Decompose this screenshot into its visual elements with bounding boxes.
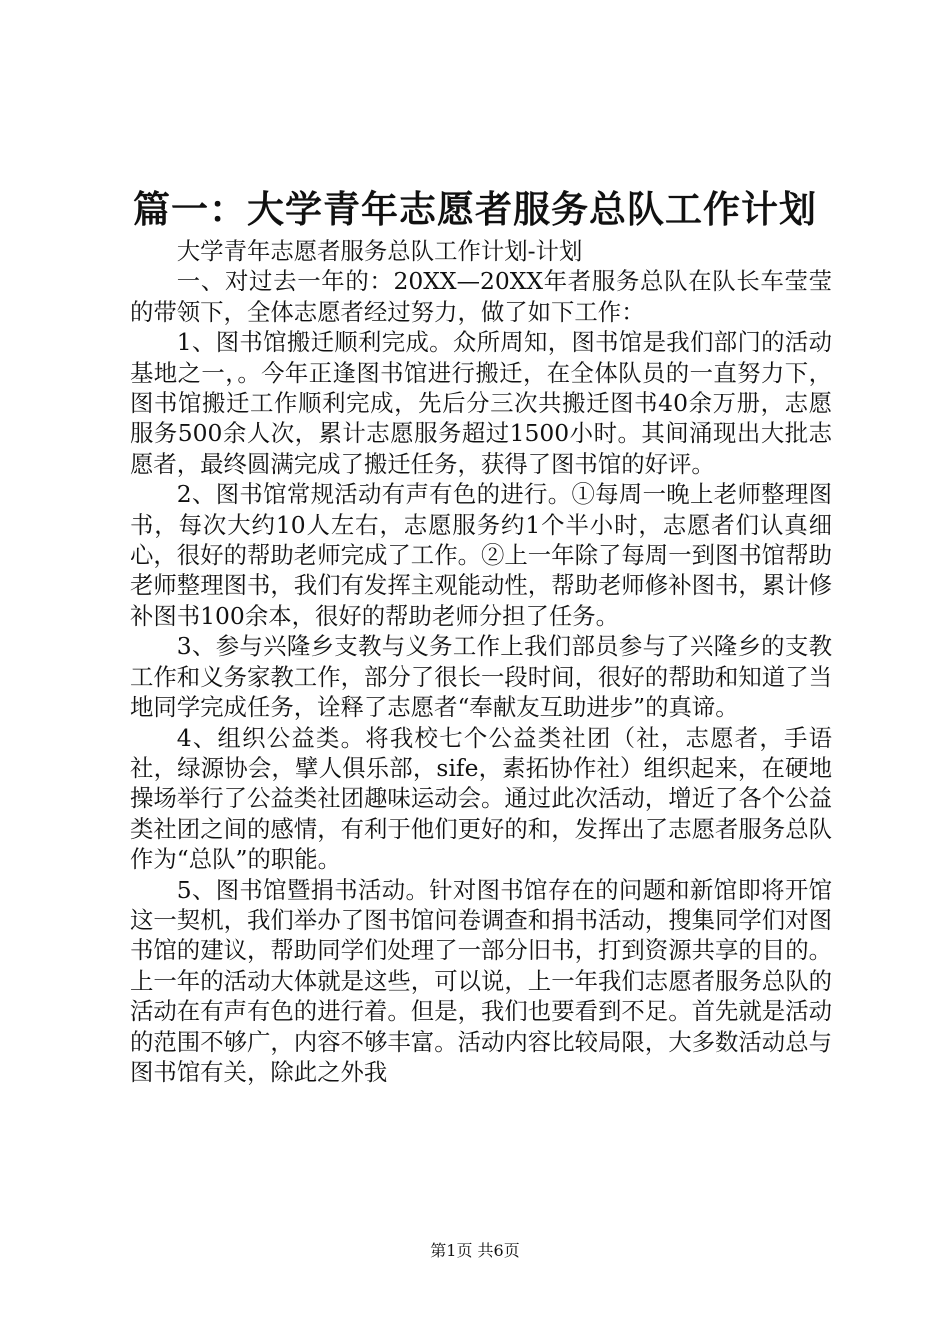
document-subtitle: 大学青年志愿者服务总队工作计划-计划 [176, 237, 583, 265]
paragraph: 3、参与兴隆乡支教与义务工作上我们部员参与了兴隆乡的支教工作和义务家教工作，部分了很长一段时间，很好的帮助和知道了当地同学完成任务，诠释了志愿者“奉献友互助进步”的真谛。 [130, 632, 832, 722]
document-title: 篇一：大学青年志愿者服务总队工作计划 [133, 188, 817, 231]
page-number-footer: 第1页 共6页 [430, 1241, 520, 1260]
paragraph: 1、图书馆搬迁顺利完成。众所周知，图书馆是我们部门的活动基地之一，。今年正逢图书馆进行搬迁，在全体队员的一直努力下，图书馆搬迁工作顺利完成，先后分三次共搬迁图书40余万册，志愿服务500余人次，累计志愿服务超过1500小时。其间涌现出大批志愿者，最终圆满完成了搬迁任务，获得了图书馆的好评。 [130, 328, 832, 478]
paragraph: 2、图书馆常规活动有声有色的进行。①每周一晚上老师整理图书，每次大约10人左右，志愿服务约1个半小时，志愿者们认真细心，很好的帮助老师完成了工作。②上一年除了每周一到图书馆帮助老师整理图书，我们有发挥主观能动性，帮助老师修补图书，累计修补图书100余本，很好的帮助老师分担了任务。 [130, 480, 832, 630]
paragraph: 4、组织公益类。将我校七个公益类社团（社，志愿者，手语社，绿源协会，擘人俱乐部，sife，素拓协作社）组织起来，在硬地操场举行了公益类社团趣味运动会。通过此次活动，增近了各个公益类社团之间的感情，有利于他们更好的和，发挥出了志愿者服务总队作为“总队”的职能。 [130, 723, 832, 874]
document-body [130, 236, 832, 1087]
paragraph: 一、对过去一年的：20XX—20XX年者服务总队在队长车莹莹的带领下，全体志愿者经过努力，做了如下工作： [130, 267, 832, 326]
paragraph: 5、图书馆暨捐书活动。针对图书馆存在的问题和新馆即将开馆这一契机，我们举办了图书馆问卷调查和捐书活动，搜集同学们对图书馆的建议，帮助同学们处理了一部分旧书，打到资源共享的目的。上一年的活动大体就是这些，可以说，上一年我们志愿者服务总队的活动在有声有色的进行着。但是，我们也要看到不足。首先就是活动的范围不够广，内容不够丰富。活动内容比较局限，大多数活动总与图书馆有关，除此之外我 [130, 875, 832, 1086]
